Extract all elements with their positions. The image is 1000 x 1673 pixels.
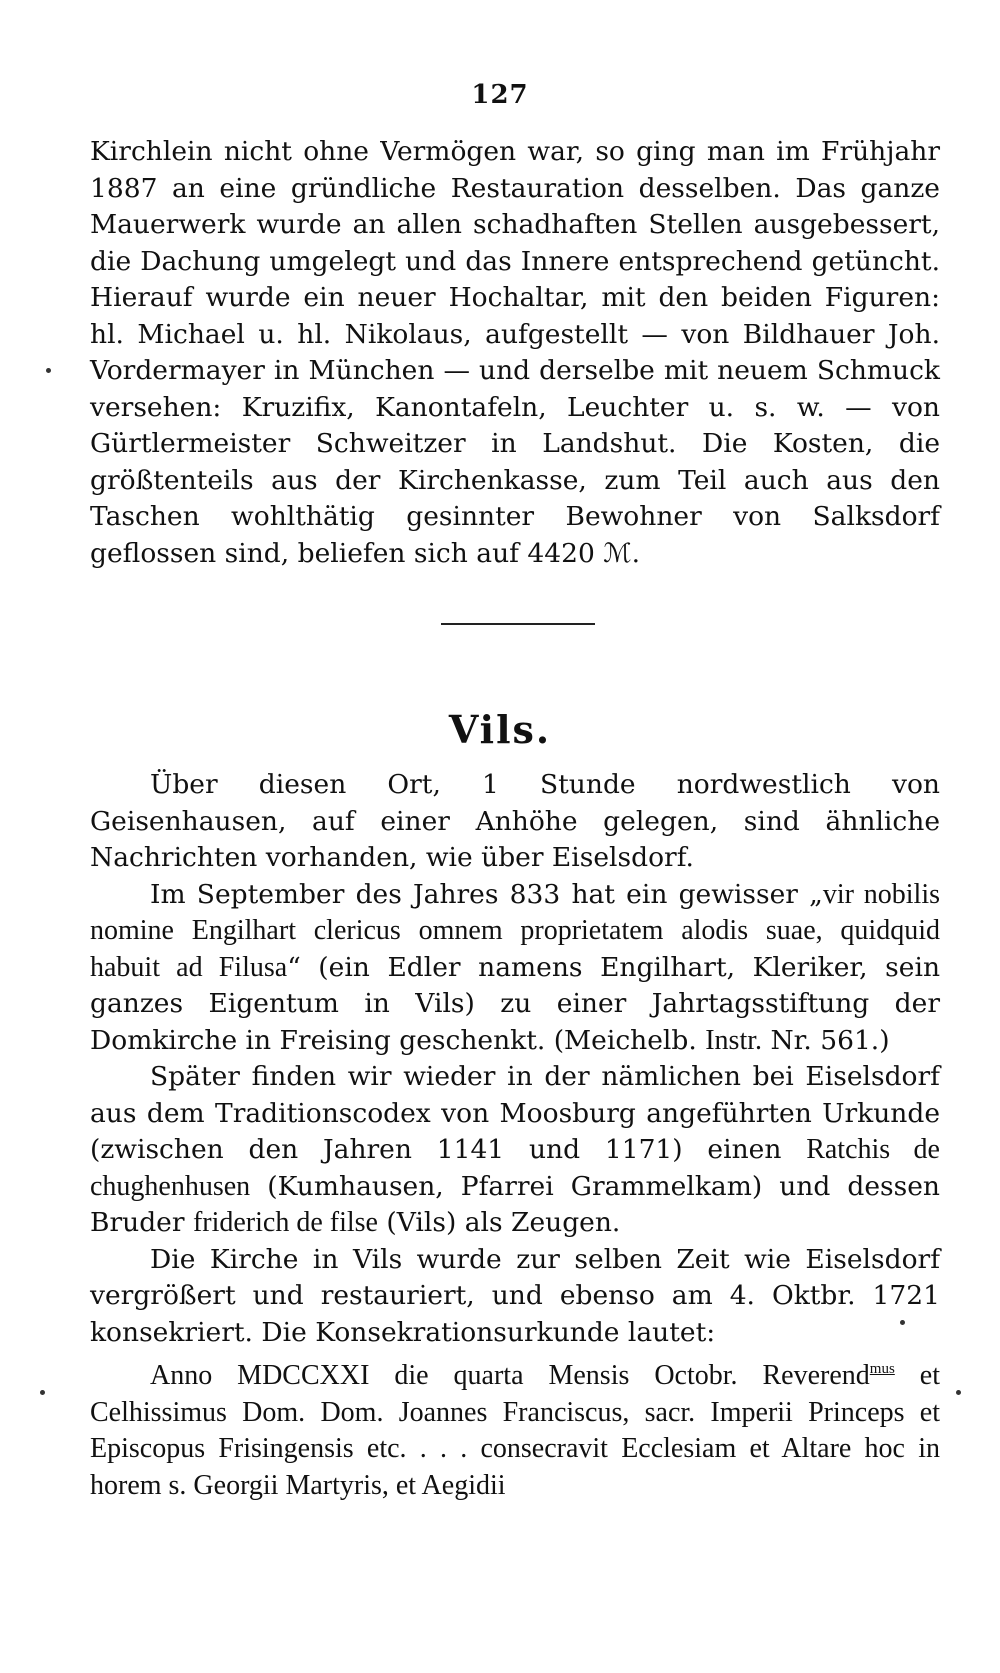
paragraph-engilhart-text-1: Im September des Jahres 833 hat ein gewisser „ [150, 878, 823, 910]
paragraph-engilhart-text-2: “ (ein Edler namens Engilhart, Kleriker, sein ganzes Eigentum in Vils) zu einer Jahrtagsstiftung der Domkirche in Freising geschenkt. (Meichelb. [90, 951, 941, 1056]
top-paragraph-text: Kirchlein nicht ohne Vermögen war, so ging man im Frühjahr 1887 an eine gründliche Restauration desselben. Das ganze Mauerwerk wurde an allen schadhaften Stellen ausgebessert, die Dachung umgelegt und das Innere entsprechend getüncht. Hierauf wurde ein neuer Hochaltar, mit den beiden Figuren: hl. Michael u. hl. Nikolaus, aufgestellt — von Bildhauer Joh. Vordermayer in München — und derselbe mit neuem Schmuck versehen: Kruzifix, Kanontafeln, Leuchter u. s. w. — von Gürtlermeister Schweitzer in Landshut. Die Kosten, die größtenteils aus der Kirchenkasse, zum Teil auch aus den Taschen wohlthätig gesinnter Bewohner von Salksdorf geflossen sind, beliefen sich auf 4420 ℳ. [90, 136, 940, 569]
paragraph-engilhart-latin-ref: Instr. [705, 1024, 763, 1056]
paragraph-ratchis-text-3: (Vils) als Zeugen. [377, 1207, 621, 1238]
section-body [90, 767, 940, 1504]
paragraph-latin-charter [90, 1351, 940, 1504]
paragraph-ratchis-text-2: (Kumhausen, Pfarrei Grammelkam) und dessen Bruder [90, 1170, 940, 1238]
paragraph-engilhart-text-3: Nr. 561.) [762, 1024, 890, 1056]
page-number: 127 [471, 80, 529, 110]
latin-charter-text-2: et Celhissimus Dom. Dom. Joannes Franciscus, sacr. Imperii Princeps et Episcopus Frisingensis etc. . . . consecravit Ecclesiam et Altare hoc in horem s. Georgii Martyris, et Aegidii [90, 1360, 940, 1501]
paragraph-ratchis-text-1: Später finden wir wieder in der nämlichen bei Eiselsdorf aus dem Traditionscodex von Moosburg angeführten Urkunde (zwischen den Jahren 1141 und 1171) einen [90, 1061, 940, 1165]
paragraph-ratchis-latin-2: friderich de filse [192, 1207, 378, 1238]
print-speck [46, 368, 51, 373]
paragraph-engilhart [90, 877, 940, 1060]
latin-charter-superscript: mus [869, 1361, 895, 1377]
print-speck [900, 1320, 905, 1325]
print-speck [956, 1390, 961, 1395]
latin-charter-text-1: Anno MDCCXXI die quarta Mensis Octobr. Reverend [150, 1360, 870, 1391]
section-heading: Vils. [448, 707, 552, 752]
paragraph-vils-intro: Über diesen Ort, 1 Stunde nordwestlich von Geisenhausen, auf einer Anhöhe gelegen, sind ähnliche Nachrichten vorhanden, wie über Eiselsdorf. [90, 769, 940, 873]
paragraph-ratchis-latin: Ratchis de chughenhusen [90, 1134, 940, 1202]
print-speck [40, 1390, 45, 1395]
paragraph-consecration: Die Kirche in Vils wurde zur selben Zeit wie Eiselsdorf vergrößert und restauriert, und ebenso am 4. Oktbr. 1721 konsekriert. Die Konsekrationsurkunde lautet: [90, 1243, 940, 1348]
paragraph-ratchis [90, 1059, 940, 1242]
top-paragraph [90, 134, 940, 572]
paragraph-engilhart-latin: vir nobilis nomine Engilhart clericus omnem proprietatem alodis suae, quidquid habuit ad Filusa [90, 878, 940, 983]
section-divider [441, 623, 595, 625]
